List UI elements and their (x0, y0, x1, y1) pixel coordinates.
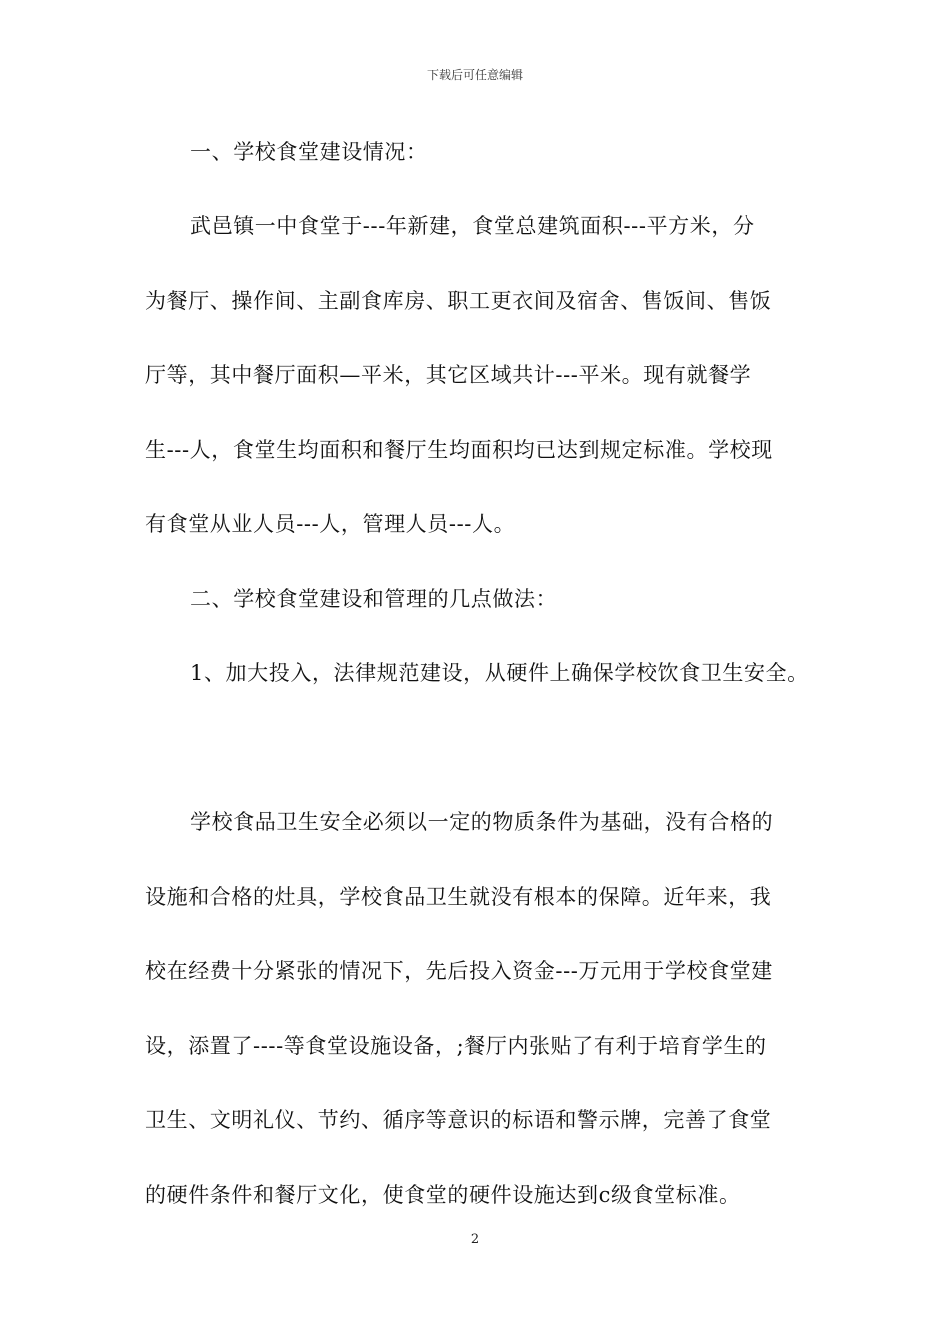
paragraph-line: 为餐厅、操作间、主副食库房、职工更衣间及宿舍、售饭间、售饭 (145, 289, 772, 313)
page-number: 2 (470, 1232, 480, 1247)
paragraph-line: 有食堂从业人员---人，管理人员---人。 (145, 512, 516, 536)
paragraph-line: 设施和合格的灶具，学校食品卫生就没有根本的保障。近年来，我 (145, 885, 772, 909)
paragraph-line: 卫生、文明礼仪、节约、循序等意识的标语和警示牌，完善了食堂 (145, 1108, 772, 1132)
paragraph-line: 的硬件条件和餐厅文化，使食堂的硬件设施达到c级食堂标准。 (145, 1183, 741, 1207)
section-heading-1: 一、学校食堂建设情况： (190, 140, 428, 164)
paragraph-line: 厅等，其中餐厅面积—平米，其它区域共计---平米。现有就餐学 (145, 363, 752, 387)
subsection-heading: 1、加大投入，法律规范建设，从硬件上确保学校饮食卫生安全。 (190, 661, 809, 685)
paragraph-line: 设，添置了----等食堂设施设备，;餐厅内张贴了有利于培育学生的 (145, 1034, 767, 1058)
paragraph-line: 生---人，食堂生均面积和餐厅生均面积均已达到规定标准。学校现 (145, 438, 773, 462)
section-heading-2: 二、学校食堂建设和管理的几点做法： (190, 587, 558, 611)
paragraph-line: 校在经费十分紧张的情况下，先后投入资金---万元用于学校食堂建 (145, 959, 773, 983)
paragraph-line: 学校食品卫生安全必须以一定的物质条件为基础，没有合格的 (190, 810, 774, 834)
page-header: 下载后可任意编辑 (426, 68, 523, 82)
paragraph-line: 武邑镇一中食堂于---年新建，食堂总建筑面积---平方米，分 (190, 214, 755, 238)
